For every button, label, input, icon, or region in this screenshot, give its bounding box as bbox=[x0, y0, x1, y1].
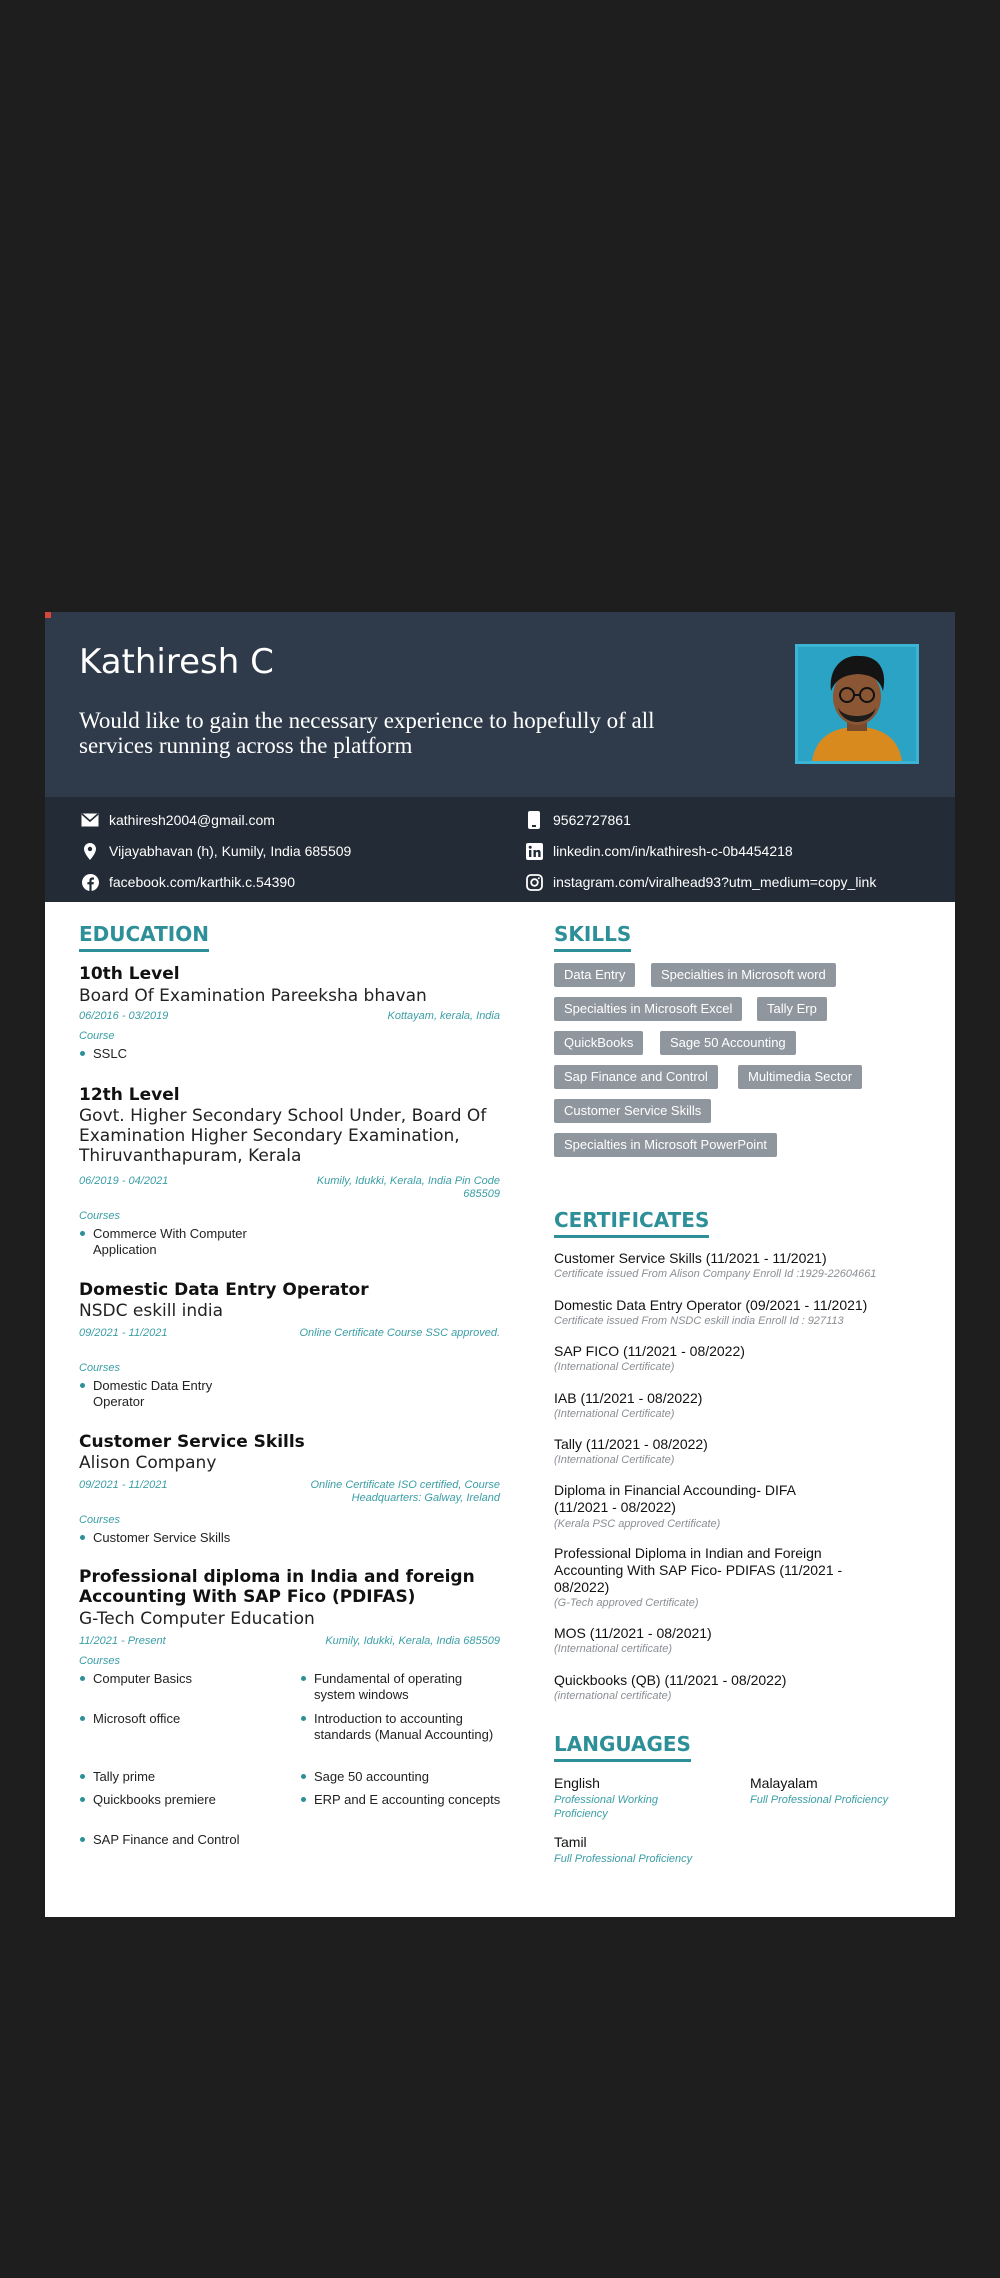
instagram-text: instagram.com/viralhead93?utm_medium=copy_link bbox=[553, 874, 877, 890]
certificate-note: (Kerala PSC approved Certificate) bbox=[554, 1518, 721, 1530]
resume-body bbox=[45, 902, 955, 1917]
candidate-name: Kathiresh C bbox=[79, 642, 274, 682]
education-location: Kottayam, kerala, India bbox=[387, 1010, 500, 1022]
course-item: Computer Basics bbox=[79, 1671, 192, 1687]
facebook-icon bbox=[81, 873, 99, 891]
education-dates: 09/2021 - 11/2021 bbox=[79, 1327, 168, 1339]
education-dates: 09/2021 - 11/2021 bbox=[79, 1479, 168, 1491]
course-item: Quickbooks premiere bbox=[79, 1792, 216, 1808]
contact-linkedin[interactable] bbox=[525, 842, 793, 860]
education-dates: 11/2021 - Present bbox=[79, 1635, 166, 1647]
skill-chip: Customer Service Skills bbox=[554, 1099, 711, 1123]
courses-label: Courses bbox=[79, 1655, 120, 1667]
certificates-heading: CERTIFICATES bbox=[554, 1208, 709, 1236]
career-objective: Would like to gain the necessary experience to hopefully of all services running across the platform bbox=[79, 708, 655, 758]
map-pin-icon bbox=[81, 842, 99, 860]
course-item: Commerce With Computer Application bbox=[79, 1226, 293, 1258]
education-institution: NSDC eskill india bbox=[79, 1301, 224, 1321]
skill-chip: Specialties in Microsoft word bbox=[651, 963, 836, 987]
education-institution: Alison Company bbox=[79, 1453, 217, 1473]
language-name: Tamil bbox=[554, 1834, 587, 1850]
course-item: SAP Finance and Control bbox=[79, 1832, 239, 1848]
education-entry-title: Customer Service Skills bbox=[79, 1432, 305, 1452]
course-item: Introduction to accounting standards (Manual Accounting) bbox=[300, 1711, 504, 1743]
language-level: Professional Working Proficiency bbox=[554, 1794, 658, 1820]
certificate-note: (International Certificate) bbox=[554, 1361, 675, 1373]
education-institution: G-Tech Computer Education bbox=[79, 1609, 315, 1629]
education-dates: 06/2019 - 04/2021 bbox=[79, 1175, 169, 1187]
courses-label: Courses bbox=[79, 1362, 120, 1374]
course-item: ERP and E accounting concepts bbox=[300, 1792, 504, 1808]
education-dates: 06/2016 - 03/2019 bbox=[79, 1010, 169, 1022]
education-location: Online Certificate ISO certified, Course Headquarters: Galway, Ireland bbox=[310, 1479, 500, 1504]
skill-chip: Multimedia Sector bbox=[738, 1065, 862, 1089]
skill-chip: QuickBooks bbox=[554, 1031, 643, 1055]
certificate-title: MOS (11/2021 - 08/2021) bbox=[554, 1625, 712, 1641]
certificate-title: Tally (11/2021 - 08/2022) bbox=[554, 1436, 708, 1452]
education-entry-title: Professional diploma in India and foreign Accounting With SAP Fico (PDIFAS) bbox=[79, 1567, 475, 1607]
education-location: Kumily, Idukki, Kerala, India Pin Code 685509 bbox=[316, 1175, 500, 1200]
skill-chip: Specialties in Microsoft PowerPoint bbox=[554, 1133, 777, 1157]
person-portrait-icon bbox=[798, 647, 916, 761]
phone-text: 9562727861 bbox=[553, 812, 631, 828]
phone-icon bbox=[525, 811, 543, 829]
contact-facebook[interactable] bbox=[81, 873, 295, 891]
contact-email[interactable] bbox=[81, 811, 275, 829]
certificate-title: Customer Service Skills (11/2021 - 11/2021) bbox=[554, 1250, 827, 1266]
skill-chip: Specialties in Microsoft Excel bbox=[554, 997, 742, 1021]
course-item: Tally prime bbox=[79, 1769, 155, 1785]
skill-chip: Tally Erp bbox=[757, 997, 827, 1021]
address-text: Vijayabhavan (h), Kumily, India 685509 bbox=[109, 843, 352, 859]
certificate-title: Diploma in Financial Accounding- DIFA (11/2021 - 08/2022) bbox=[554, 1482, 796, 1515]
course-item: Sage 50 accounting bbox=[300, 1769, 504, 1785]
courses-label: Course bbox=[79, 1030, 115, 1042]
certificate-title: Quickbooks (QB) (11/2021 - 08/2022) bbox=[554, 1672, 787, 1688]
skills-heading: SKILLS bbox=[554, 922, 631, 950]
skill-chip: Sap Finance and Control bbox=[554, 1065, 718, 1089]
courses-label: Courses bbox=[79, 1210, 120, 1222]
education-entry-title: 10th Level bbox=[79, 964, 180, 984]
certificate-title: IAB (11/2021 - 08/2022) bbox=[554, 1390, 703, 1406]
contact-address bbox=[81, 842, 351, 860]
education-heading: EDUCATION bbox=[79, 922, 209, 950]
certificate-note: (international certificate) bbox=[554, 1690, 672, 1702]
language-level: Full Professional Proficiency bbox=[750, 1794, 889, 1806]
education-institution: Board Of Examination Pareeksha bhavan bbox=[79, 986, 427, 1006]
instagram-icon bbox=[525, 873, 543, 891]
education-institution: Govt. Higher Secondary School Under, Board Of Examination Higher Secondary Examination, Thiruvanthapuram, Kerala bbox=[79, 1106, 487, 1166]
linkedin-text: linkedin.com/in/kathiresh-c-0b4454218 bbox=[553, 843, 793, 859]
linkedin-icon bbox=[525, 842, 543, 860]
language-level: Full Professional Proficiency bbox=[554, 1853, 693, 1865]
contact-phone[interactable] bbox=[525, 811, 631, 829]
contact-bar bbox=[45, 797, 955, 902]
certificate-title: SAP FICO (11/2021 - 08/2022) bbox=[554, 1343, 745, 1359]
course-item: Domestic Data Entry Operator bbox=[79, 1378, 243, 1410]
envelope-icon bbox=[81, 811, 99, 829]
certificate-note: Certificate issued From Alison Company Enroll Id :1929-22604661 bbox=[554, 1268, 877, 1280]
languages-heading: LANGUAGES bbox=[554, 1732, 691, 1760]
certificate-note: (International Certificate) bbox=[554, 1454, 675, 1466]
language-name: Malayalam bbox=[750, 1775, 818, 1791]
course-item: Customer Service Skills bbox=[79, 1530, 230, 1546]
resume-header bbox=[45, 612, 955, 797]
email-text: kathiresh2004@gmail.com bbox=[109, 812, 275, 828]
certificate-note: (International certificate) bbox=[554, 1643, 672, 1655]
contact-instagram[interactable] bbox=[525, 873, 876, 891]
course-item: Microsoft office bbox=[79, 1711, 180, 1727]
certificate-note: (G-Tech approved Certificate) bbox=[554, 1597, 699, 1609]
courses-label: Courses bbox=[79, 1514, 120, 1526]
resume-page bbox=[45, 612, 955, 1917]
course-item: Fundamental of operating system windows bbox=[300, 1671, 504, 1703]
education-entry-title: 12th Level bbox=[79, 1085, 180, 1105]
skill-chip: Data Entry bbox=[554, 963, 635, 987]
language-name: English bbox=[554, 1775, 600, 1791]
certificate-note: Certificate issued From NSDC eskill india Enroll Id : 927113 bbox=[554, 1315, 844, 1327]
certificate-note: (International Certificate) bbox=[554, 1408, 675, 1420]
skill-chip: Sage 50 Accounting bbox=[660, 1031, 796, 1055]
corner-mark bbox=[45, 612, 51, 618]
facebook-text: facebook.com/karthik.c.54390 bbox=[109, 874, 295, 890]
education-location: Online Certificate Course SSC approved. bbox=[299, 1327, 500, 1339]
certificate-title: Domestic Data Entry Operator (09/2021 - 11/2021) bbox=[554, 1297, 868, 1313]
course-item: SSLC bbox=[79, 1046, 127, 1062]
certificate-title: Professional Diploma in Indian and Foreign Accounting With SAP Fico- PDIFAS (11/2021 - 08/2022) bbox=[554, 1545, 843, 1595]
education-location: Kumily, Idukki, Kerala, India 685509 bbox=[325, 1635, 500, 1647]
profile-photo bbox=[795, 644, 919, 764]
education-entry-title: Domestic Data Entry Operator bbox=[79, 1280, 369, 1300]
